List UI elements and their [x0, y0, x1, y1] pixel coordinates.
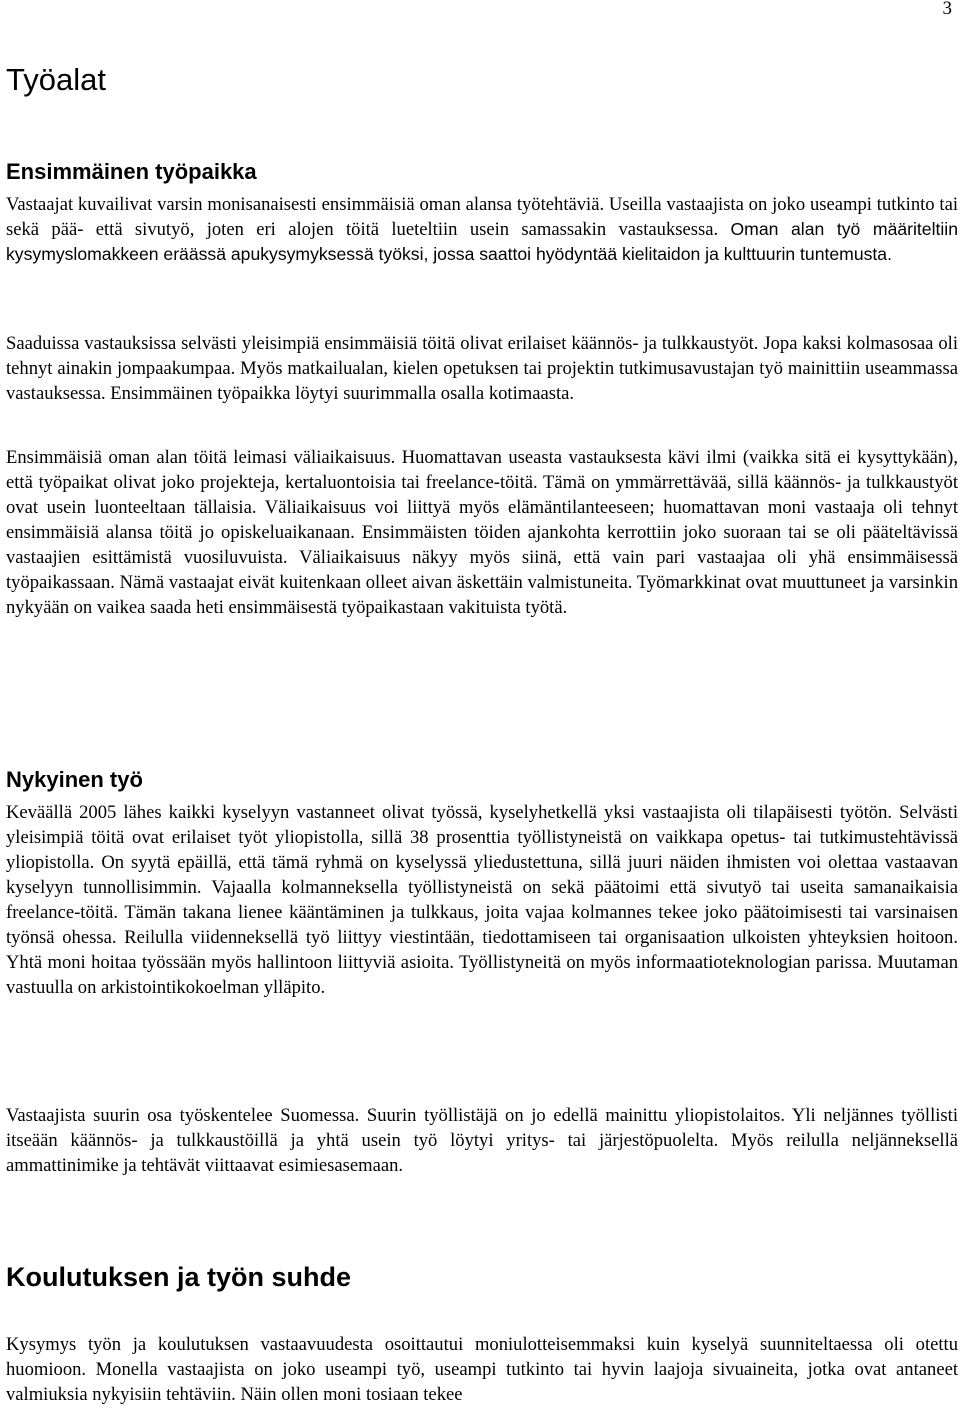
page-number: 3 [942, 0, 952, 19]
section-heading-current-job: Nykyinen työ [6, 767, 143, 792]
paragraph-text: Vastaajat kuvailivat varsin monisanaisesti ensimmäisiä oman alansa työtehtäviä. Useilla vastaajista on joko useampi tutkinto tai sekä pää- että sivutyö, joten eri alojen töitä lueteltiin usein samassakin vastauksessa. [6, 194, 958, 240]
paragraph: Ensimmäisiä oman alan töitä leimasi väliaikaisuus. Huomattavan useasta vastauksesta kävi ilmi (vaikka sitä ei kysyttykään), että työpaikat olivat joko projekteja, kertaluontoisia tai freelance-töitä. Tämä on ymmärrettävää, sillä käännös- ja tulkkaustyöt ovat usein luonteeltaan tällaisia. Väliaikaisuus voi liittyä myös elämäntilanteeseen; huomattavan moni vastaaja oli tehnyt ensimmäisiä alansa töitä jo opiskeluaikanaan. Ensimmäisten töiden ajankohta kerrottiin joko suoraan tai se oli pääteltävissä vastaajien esittämistä vuosiluvuista. Väliaikaisuus näkyy myös siinä, että vain pari vastaajaa oli yhä ensimmäisessä työpaikassaan. Nämä vastaajat eivät kuitenkaan olleet aivan äskettäin valmistuneita. Työmarkkinat ovat muuttuneet ja varsinkin nykyään on vaikea saada heti ensimmäisestä työpaikastaan vakituista työtä. [6, 447, 958, 618]
page-title: Työalat [6, 62, 106, 97]
paragraph: Vastaajista suurin osa työskentelee Suomessa. Suurin työllistäjä on jo edellä mainittu yliopistolaitos. Yli neljännes työllisti itseään käännös- ja tulkkaustöillä ja yhtä usein työ löytyi yritys- tai järjestöpuolelta. Myös reilulla neljänneksellä ammattinimike ja tehtävät viittaavat esimiesasemaan. [6, 1105, 958, 1176]
paragraph [6, 192, 958, 267]
paragraph: Saaduissa vastauksissa selvästi yleisimpiä ensimmäisiä töitä olivat erilaiset käännös- ja tulkkaustyöt. Jopa kaksi kolmasosaa oli tehnyt ainakin jompaakumpaa. Myös matkailualan, kielen opetuksen tai projektin tutkimusavustajan työ mainittiin useammassa vastauksessa. Ensimmäinen työpaikka löytyi suurimmalla osalla kotimaasta. [6, 333, 958, 404]
section-heading-education-work: Koulutuksen ja työn suhde [6, 1262, 352, 1292]
paragraph-text-sans: Oman alan työ määriteltiin kysymyslomakkeen eräässä apukysymyksessä työksi, jossa saattoi hyödyntää kielitaidon ja kulttuurin tuntemusta. [6, 219, 958, 264]
section-heading-first-job: Ensimmäinen työpaikka [6, 159, 257, 184]
paragraph: Kysymys työn ja koulutuksen vastaavuudesta osoittautui moniulotteisemmaksi kuin kyselyä suunniteltaessa oli otettu huomioon. Monella vastaajista on joko useampi työ, useampi tutkinto tai hyvin laajoja sivuaineita, jotka ovat antaneet valmiuksia nykyisiin tehtäviin. Näin ollen moni tosiaan tekee [6, 1334, 958, 1405]
paragraph: Keväällä 2005 lähes kaikki kyselyyn vastanneet olivat työssä, kyselyhetkellä yksi vastaajista oli tilapäisesti työtön. Selvästi yleisimpiä töitä ovat erilaiset työt yliopistolla, sillä 38 prosenttia työllistyneistä on vaikkapa opetus- tai tutkimustehtävissä yliopistolla. On syytä epäillä, että tämä ryhmä on kyselyssä yliedustettuna, sillä juuri näiden ihmisten voi olettaa vastaavan kyselyyn tunnollisimmin. Vajaalla kolmanneksella työllistyneistä on sekä päätoimi että sivutyö tai useita samanaikaisia freelance-töitä. Tämän takana lienee kääntäminen ja tulkkaus, joita vajaa kolmannes tekee joko päätoimisesti tai varsinaisen työnsä ohessa. Reilulla viidenneksellä työ liittyy viestintään, tiedottamiseen tai organisaation ulkoisten yhteyksien hoitoon. Yhtä moni hoitaa työssään myös hallintoon liittyviä asioita. Työllistyneitä on myös informaatioteknologian parissa. Muutaman vastuulla on arkistointikokoelman ylläpito. [6, 802, 958, 998]
